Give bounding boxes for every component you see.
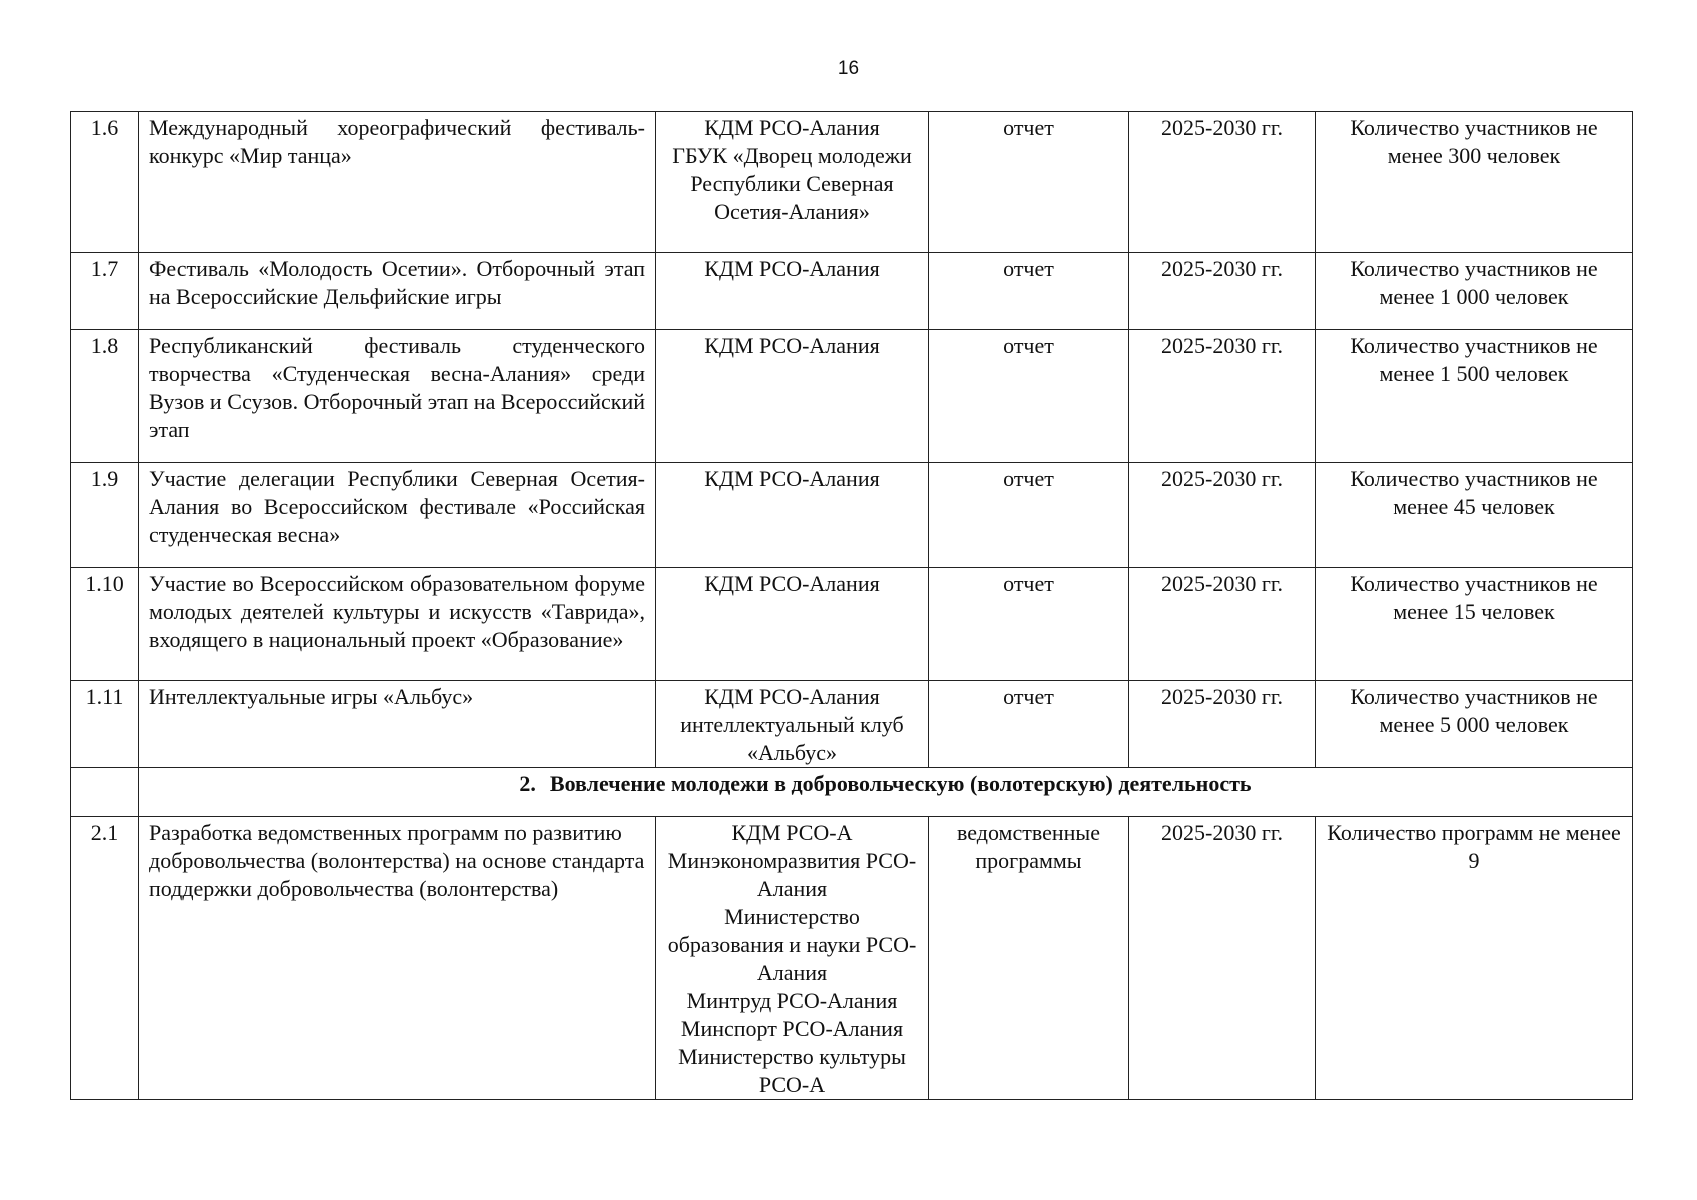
period: 2025-2030 гг.	[1129, 817, 1316, 1100]
section-title	[139, 768, 1633, 817]
activity-name: Участие делегации Республики Северная Осетия-Алания во Всероссийском фестивале «Российская студенческая весна»	[139, 463, 656, 568]
executor-cell	[656, 330, 929, 463]
page-number: 16	[837, 58, 860, 79]
report-form: ведомственные программы	[929, 817, 1129, 1100]
executor-cell	[656, 463, 929, 568]
activity-name: Республиканский фестиваль студенческого творчества «Студенческая весна-Алания» среди Вузов и Ссузов. Отборочный этап на Всероссийский этап	[139, 330, 656, 463]
section-number-cell	[71, 768, 139, 817]
period: 2025-2030 гг.	[1129, 681, 1316, 768]
period: 2025-2030 гг.	[1129, 568, 1316, 681]
section-header-row	[71, 768, 1633, 817]
activity-name: Участие во Всероссийском образовательном форуме молодых деятелей культуры и искусств «Таврида», входящего в национальный проект «Образование»	[139, 568, 656, 681]
executor: КДМ РСО-Алания	[704, 571, 880, 596]
executor: КДМ РСО-Алания	[704, 115, 880, 140]
executor: интеллектуальный клуб «Альбус»	[680, 712, 904, 765]
activity-name: Разработка ведомственных программ по развитию добровольчества (волонтерства) на основе стандарта поддержки добровольчества (волонтерства)	[139, 817, 656, 1100]
row-number: 1.9	[71, 463, 139, 568]
activity-name: Фестиваль «Молодость Осетии». Отборочный этап на Всероссийские Дельфийские игры	[139, 253, 656, 330]
expected-result: Количество участников не менее 300 человек	[1316, 112, 1633, 253]
activity-name: Интеллектуальные игры «Альбус»	[139, 681, 656, 768]
report-form: отчет	[929, 681, 1129, 768]
row-number: 1.7	[71, 253, 139, 330]
executor: КДМ РСО-А	[731, 820, 853, 845]
executor: Министерство культуры РСО-А	[678, 1044, 906, 1097]
row-number: 1.10	[71, 568, 139, 681]
executor-cell	[656, 568, 929, 681]
period: 2025-2030 гг.	[1129, 463, 1316, 568]
report-form: отчет	[929, 112, 1129, 253]
row-number: 1.6	[71, 112, 139, 253]
table-row	[71, 112, 1633, 253]
table-row	[71, 463, 1633, 568]
executor: Министерство образования и науки РСО-Алания	[667, 904, 917, 985]
table-row	[71, 330, 1633, 463]
table-row	[71, 253, 1633, 330]
activity-name: Международный хореографический фестиваль-конкурс «Мир танца»	[139, 112, 656, 253]
table-row	[71, 568, 1633, 681]
executor-cell	[656, 681, 929, 768]
period: 2025-2030 гг.	[1129, 330, 1316, 463]
executor: КДМ РСО-Алания	[704, 256, 880, 281]
report-form: отчет	[929, 330, 1129, 463]
executor: Минэкономразвития РСО-Алания	[667, 848, 917, 901]
executor-cell	[656, 112, 929, 253]
report-form: отчет	[929, 253, 1129, 330]
executor: КДМ РСО-Алания	[704, 466, 880, 491]
executor-cell	[656, 253, 929, 330]
row-number: 1.11	[71, 681, 139, 768]
row-number: 2.1	[71, 817, 139, 1100]
expected-result: Количество участников не менее 45 человек	[1316, 463, 1633, 568]
section-title-text: Вовлечение молодежи в добровольческую (волотерскую) деятельность	[549, 771, 1252, 796]
section-number: 2.	[519, 771, 536, 796]
expected-result: Количество участников не менее 15 человек	[1316, 568, 1633, 681]
report-form: отчет	[929, 463, 1129, 568]
expected-result: Количество программ не менее 9	[1316, 817, 1633, 1100]
report-form: отчет	[929, 568, 1129, 681]
expected-result: Количество участников не менее 5 000 человек	[1316, 681, 1633, 768]
executor: Минтруд РСО-Алания	[686, 988, 898, 1013]
table-row	[71, 817, 1633, 1100]
expected-result: Количество участников не менее 1 000 человек	[1316, 253, 1633, 330]
period: 2025-2030 гг.	[1129, 112, 1316, 253]
executor: КДМ РСО-Алания	[704, 684, 880, 709]
executor: Минспорт РСО-Алания	[680, 1016, 904, 1041]
executor: КДМ РСО-Алания	[704, 333, 880, 358]
row-number: 1.8	[71, 330, 139, 463]
expected-result: Количество участников не менее 1 500 человек	[1316, 330, 1633, 463]
executor-cell	[656, 817, 929, 1100]
table-row	[71, 681, 1633, 768]
executor: ГБУК «Дворец молодежи Республики Северная Осетия-Алания»	[672, 143, 912, 224]
period: 2025-2030 гг.	[1129, 253, 1316, 330]
activities-table	[70, 111, 1633, 1100]
